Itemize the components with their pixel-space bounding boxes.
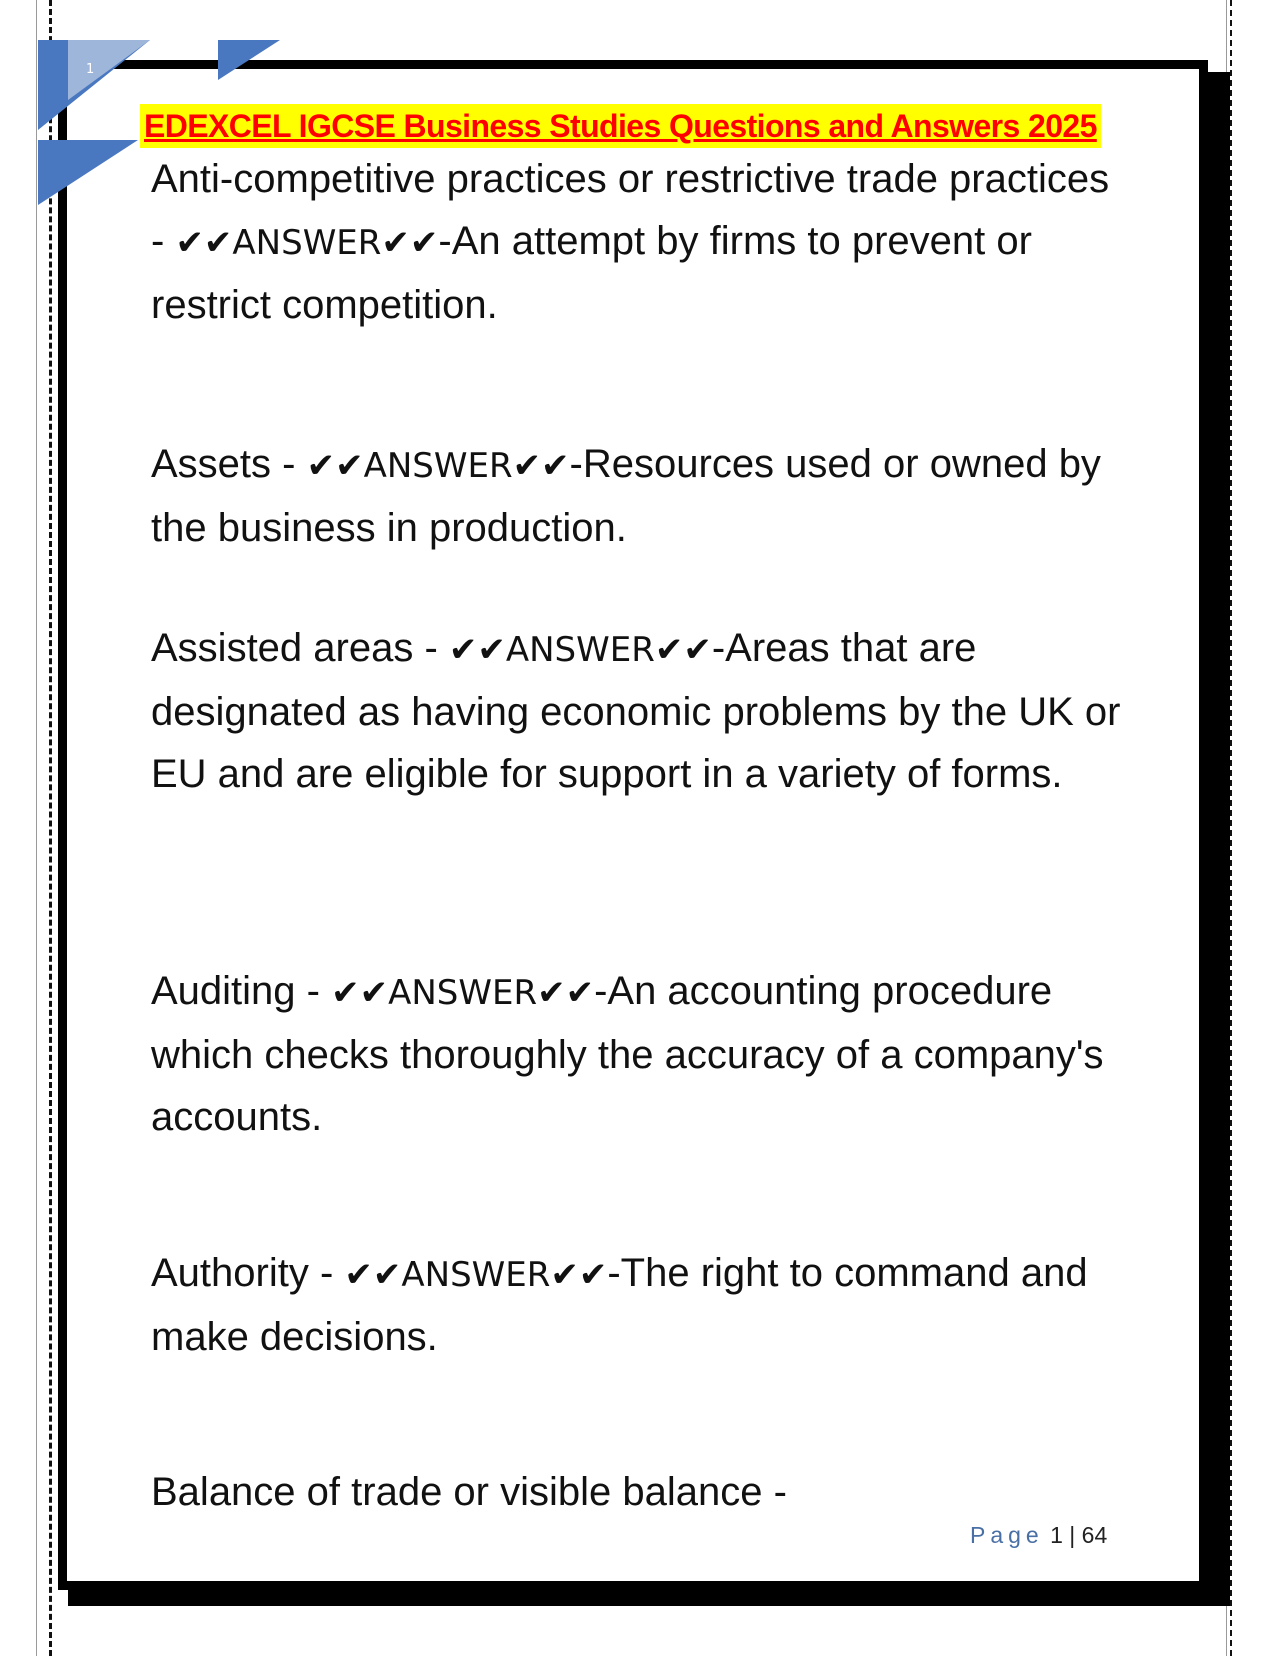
- entry-term: Balance of trade or visible balance -: [151, 1470, 787, 1514]
- footer-page-word: Page: [970, 1522, 1044, 1548]
- entry-definition: -Areas that are designated as having economic problems by the UK or EU and are eligible for support in a variety of forms.: [151, 626, 1121, 796]
- page-footer: [970, 1522, 1107, 1549]
- answer-marker: ✔✔ANSWER✔✔: [306, 446, 570, 486]
- entry-definition: -An accounting procedure which checks thoroughly the accuracy of a company's accounts.: [151, 969, 1104, 1139]
- entry-assisted-areas: [151, 617, 1131, 805]
- entry-auditing: [151, 960, 1131, 1148]
- entry-definition: -Resources used or owned by the business in production.: [151, 442, 1101, 550]
- answer-marker: ✔✔ANSWER✔✔: [331, 973, 595, 1013]
- answer-marker: ✔✔ANSWER✔✔: [344, 1255, 608, 1295]
- footer-separator: |: [1069, 1522, 1076, 1548]
- entry-term: Assets -: [151, 442, 307, 486]
- page-edge-line: [36, 0, 37, 1656]
- entry-term: Auditing -: [151, 969, 332, 1013]
- footer-total-pages: 64: [1081, 1522, 1108, 1548]
- entry-authority: [151, 1242, 1131, 1368]
- page-edge-dashed-right: [1230, 0, 1232, 1656]
- entry-anti-competitive: [151, 148, 1131, 336]
- entry-definition: -An attempt by firms to prevent or restrict competition.: [151, 219, 1032, 327]
- entry-assets: [151, 433, 1131, 559]
- entry-term: Authority -: [151, 1251, 345, 1295]
- page-marker: 1: [86, 62, 95, 77]
- answer-marker: ✔✔ANSWER✔✔: [175, 223, 439, 263]
- entry-term: Assisted areas -: [151, 626, 449, 670]
- footer-current-page: 1: [1050, 1522, 1063, 1548]
- entry-definition: -The right to command and make decisions.: [151, 1251, 1088, 1359]
- answer-marker: ✔✔ANSWER✔✔: [448, 630, 712, 670]
- page-edge-dashed-left: [49, 0, 52, 1656]
- entry-balance-of-trade: [151, 1461, 1131, 1523]
- document-title: EDEXCEL IGCSE Business Studies Questions and Answers 2025: [140, 104, 1101, 148]
- entry-term: Anti-competitive practices or restrictive trade practices -: [151, 157, 1110, 263]
